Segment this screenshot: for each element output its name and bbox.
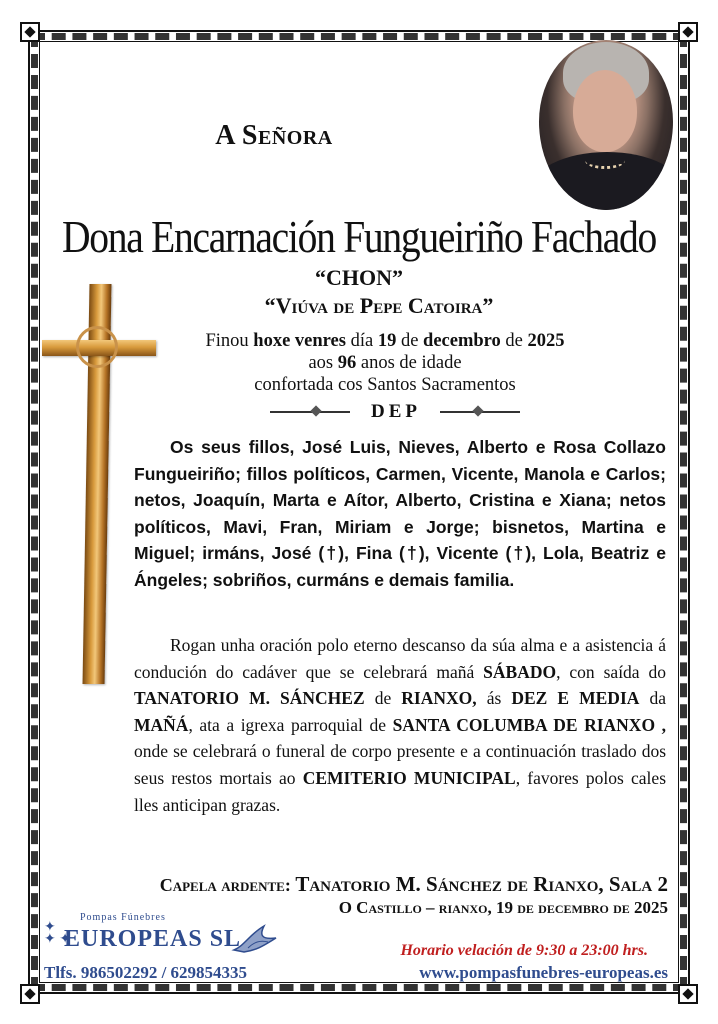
deceased-nickname: “CHON” <box>315 265 403 290</box>
place-date: O Castillo – rianxo, 19 de decembro de 2025 <box>338 898 668 917</box>
corner-ornament <box>678 984 698 1004</box>
sacraments-line: confortada cos Santos Sacramentos <box>254 375 516 395</box>
age-line: aos 96 anos de idade <box>308 353 462 373</box>
dep-divider <box>270 401 522 423</box>
family-list: Os seus fillos, José Luis, Nieves, Alberto e Rosa Collazo Fungueiriño; fillos políticos, Carmen, Vicente, Manola e Carlos; netos, Joaquín, Marta e Aítor, Alberto, Cristina e Xiana; netos políticos, Mavi, Fran, Miriam e Jorge; bisnetos, Martina e Miguel; irmáns, José (†), Fina (†), Vicente (†), Lola, Beatriz e Ángeles; sobriños, curmáns e demais familia. <box>134 437 666 590</box>
salutation: A Señora <box>215 120 333 151</box>
dove-icon <box>230 920 280 960</box>
chapel-info: Capela ardente: Tanatorio M. Sánchez de Rianxo, Sala 2 <box>159 872 668 896</box>
corner-ornament <box>20 22 40 42</box>
deceased-portrait-photo <box>539 40 673 210</box>
funeral-details: Rogan unha oración polo eterno descanso da súa alma e a asistencia á condución do cadáver que se celebrará mañá SÁBADO, con saída do TANATORIO M. SÁNCHEZ de RIANXO, ás DEZ E MEDIA da MAÑÁ, ata a igrexa parroquial de SANTA COLUMBA DE RIANXO , onde se celebrará o funeral de corpo presente e a continuación traslado dos seus restos mortais ao CEMITERIO MUNICIPAL, favores polos cales lles anticipan grazas. <box>134 635 667 815</box>
viewing-hours: Horario velación de 9:30 a 23:00 hrs. <box>400 942 648 959</box>
logo-subtitle: Pompas Fúnebres <box>80 912 166 923</box>
dep-label: DEP <box>371 401 421 422</box>
death-date-line: Finou hoxe venres día 19 de decembro de 2025 <box>205 331 565 351</box>
deceased-name: Dona Encarnación Fungueiriño Fachado <box>61 211 657 262</box>
phone-numbers: Tlfs. 986502292 / 629854335 <box>44 963 248 982</box>
corner-ornament <box>678 22 698 42</box>
stars-icon: ✦ ✦ ✦ <box>44 920 71 947</box>
widow-of: “Viúva de Pepe Catoira” <box>264 293 494 318</box>
corner-ornament <box>20 984 40 1004</box>
logo-brand: EUROPEAS SL <box>64 926 242 952</box>
website-link[interactable]: www.pompasfunebres-europeas.es <box>419 963 668 982</box>
